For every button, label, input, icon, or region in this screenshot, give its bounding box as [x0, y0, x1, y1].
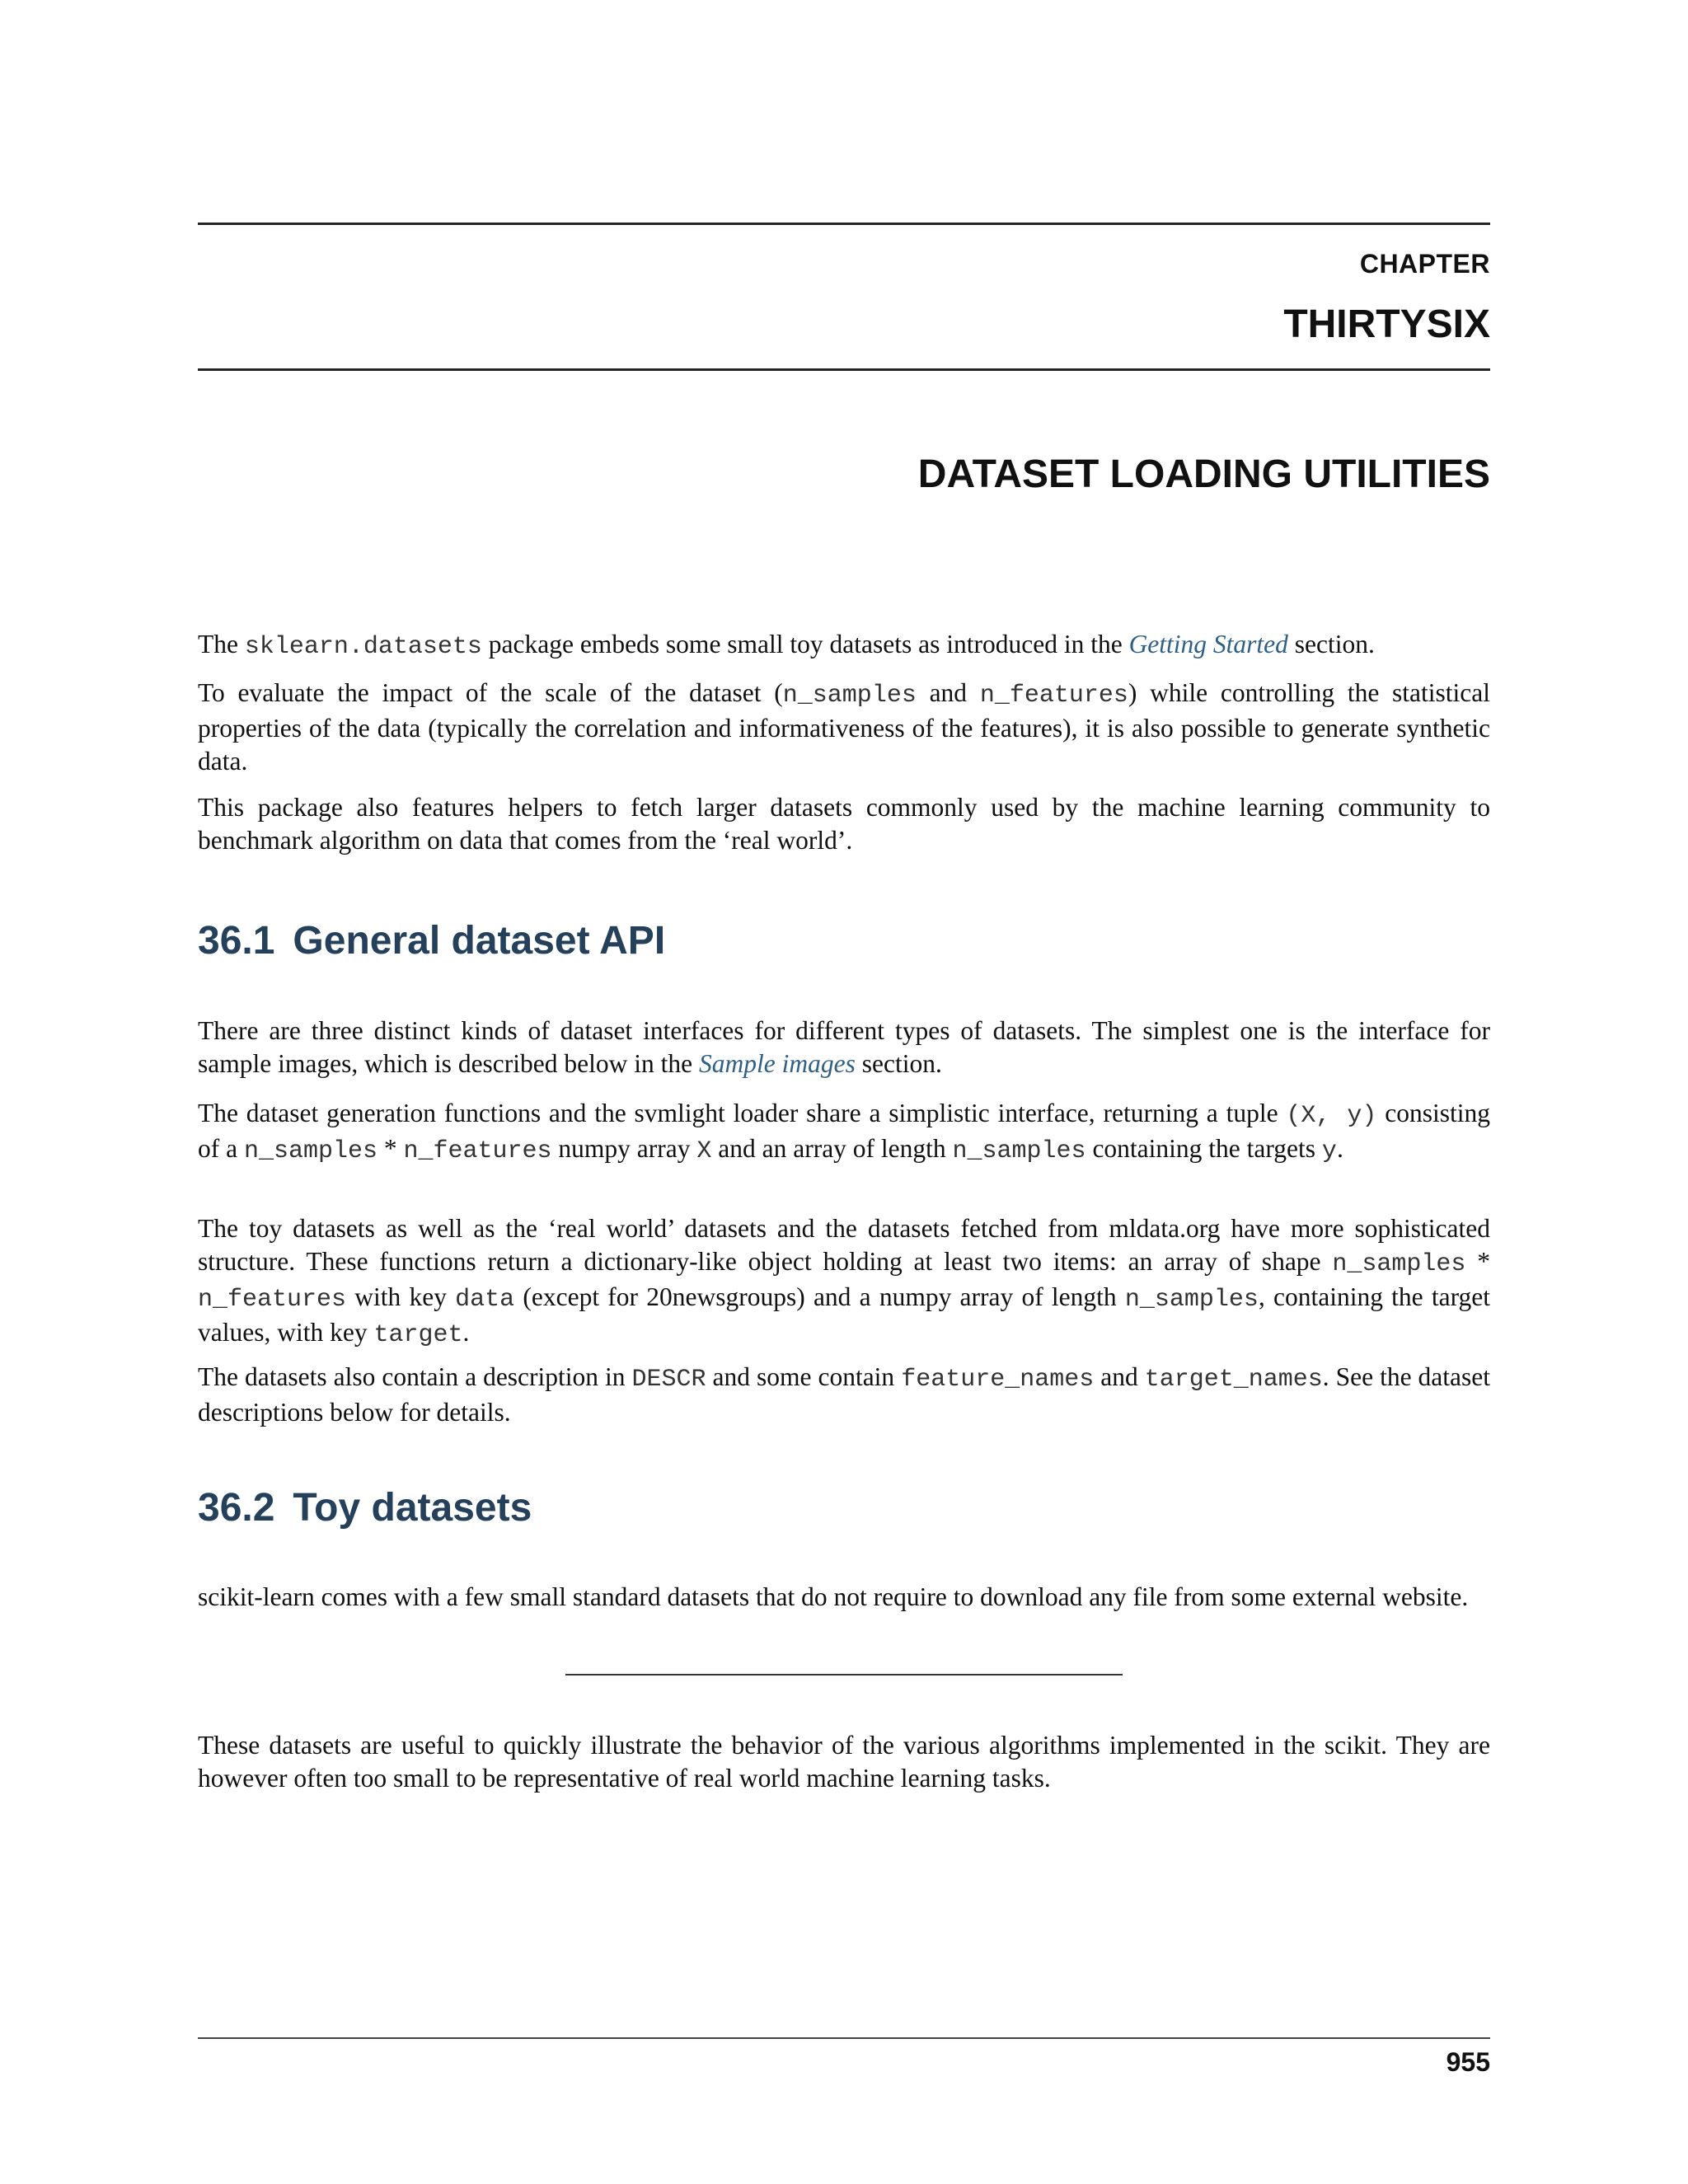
s1-p2-text-a: The dataset generation functions and the svmlight loader share a simplistic interface, returning a tuple — [198, 1099, 1287, 1127]
s1-p1-text-a: There are three distinct kinds of dataset interfaces for different types of datasets. The simplest one is the interface for sample images, which is described below in the — [198, 1016, 1490, 1078]
section-title: General dataset API — [293, 919, 666, 963]
section-heading-general-dataset-api — [198, 918, 665, 963]
footer-rule — [198, 2037, 1490, 2039]
intro-paragraph-1 — [198, 628, 1490, 663]
code-n-features: n_features — [979, 682, 1128, 710]
s1-p1-text-b: section. — [855, 1049, 942, 1078]
s1-p3-text-a: The toy datasets as well as the ‘real world’ datasets and the datasets fetched from mldata.org have more sophisticated structure. These functions return a dictionary-like object holding at least two items: an array of shape — [198, 1214, 1490, 1276]
section1-paragraph-2 — [198, 1097, 1490, 1168]
code-n-samples: n_samples — [782, 682, 917, 710]
s1-p2-text-b: consisting of a — [198, 1099, 1490, 1163]
section2-paragraph-2: These datasets are useful to quickly illustrate the behavior of the various algorithms implemented in the scikit. They are however often too small to be representative of real world machine learning tasks. — [198, 1731, 1490, 1793]
code-target-names: target_names — [1144, 1366, 1323, 1394]
s1-p3-text-c: with key — [346, 1282, 456, 1311]
code-x-y-tuple: (X, y) — [1286, 1102, 1377, 1130]
section2-paragraph-1: scikit-learn comes with a few small standard datasets that do not require to download any file from some external website. — [198, 1582, 1469, 1611]
code-n-features: n_features — [198, 1286, 347, 1314]
chapter-label: CHAPTER — [1359, 249, 1490, 279]
chapter-title: DATASET LOADING UTILITIES — [917, 452, 1490, 496]
section-heading-toy-datasets — [198, 1485, 532, 1530]
intro-paragraph-3: This package also features helpers to fetch larger datasets commonly used by the machine learning community to benchmark algorithm on data that comes from the ‘real world’. — [198, 793, 1490, 855]
code-data: data — [455, 1286, 515, 1314]
s1-p2-text-g: . — [1336, 1134, 1343, 1163]
s1-p2-text-e: and an array of length — [711, 1134, 953, 1163]
section-number: 36.2 — [198, 1486, 275, 1530]
code-n-samples: n_samples — [1124, 1286, 1259, 1314]
s1-p4-text-a: The datasets also contain a description in — [198, 1362, 632, 1391]
document-page — [198, 0, 1490, 2184]
intro-p1-text-b: package embeds some small toy datasets as introduced in the — [481, 630, 1129, 658]
intro-p1-text-a: The — [198, 630, 245, 658]
intro-p2-text-c: ) while controlling the statistical properties of the data (typically the correlation and informativeness of the features), it is also possible to generate synthetic data. — [198, 678, 1491, 776]
page-number: 955 — [1446, 2047, 1490, 2077]
intro-p2-text-a: To evaluate the impact of the scale of the dataset ( — [198, 678, 783, 707]
code-n-features: n_features — [403, 1137, 552, 1165]
code-n-samples: n_samples — [243, 1137, 378, 1165]
section1-paragraph-3 — [198, 1212, 1490, 1352]
s1-p3-text-b: * — [1465, 1247, 1490, 1276]
code-n-samples: n_samples — [1332, 1250, 1466, 1278]
section-number: 36.1 — [198, 919, 275, 963]
code-x: X — [696, 1137, 712, 1165]
code-target: target — [373, 1321, 463, 1349]
separator-rule — [565, 1674, 1123, 1675]
section1-paragraph-4 — [198, 1361, 1490, 1429]
s1-p4-text-d: . See the dataset descriptions below for details. — [198, 1362, 1491, 1427]
code-feature-names: feature_names — [901, 1366, 1095, 1394]
s1-p4-text-c: and — [1094, 1362, 1145, 1391]
intro-p1-text-c: section. — [1287, 630, 1375, 658]
s1-p3-text-e: , containing the target values, with key — [198, 1282, 1490, 1347]
chapter-number: THIRTYSIX — [1283, 302, 1490, 346]
s1-p2-text-d: numpy array — [551, 1134, 697, 1163]
section-title: Toy datasets — [293, 1486, 532, 1530]
s1-p3-text-d: (except for 20newsgroups) and a numpy array of length — [514, 1282, 1125, 1311]
s1-p2-text-c: * — [377, 1134, 404, 1163]
chapter-bottom-rule — [198, 368, 1490, 371]
link-getting-started[interactable]: Getting Started — [1128, 630, 1288, 658]
s1-p4-text-b: and some contain — [706, 1362, 902, 1391]
s1-p3-text-f: . — [462, 1318, 470, 1347]
chapter-top-rule — [198, 223, 1490, 225]
section1-paragraph-1 — [198, 1015, 1490, 1080]
link-sample-images[interactable]: Sample images — [698, 1049, 856, 1078]
code-y: y — [1321, 1137, 1337, 1165]
code-descr: DESCR — [631, 1366, 706, 1394]
code-sklearn-datasets: sklearn.datasets — [244, 633, 482, 661]
intro-paragraph-2 — [198, 677, 1490, 778]
intro-p2-text-b: and — [916, 678, 980, 707]
s1-p2-text-f: containing the targets — [1085, 1134, 1322, 1163]
code-n-samples: n_samples — [952, 1137, 1086, 1165]
